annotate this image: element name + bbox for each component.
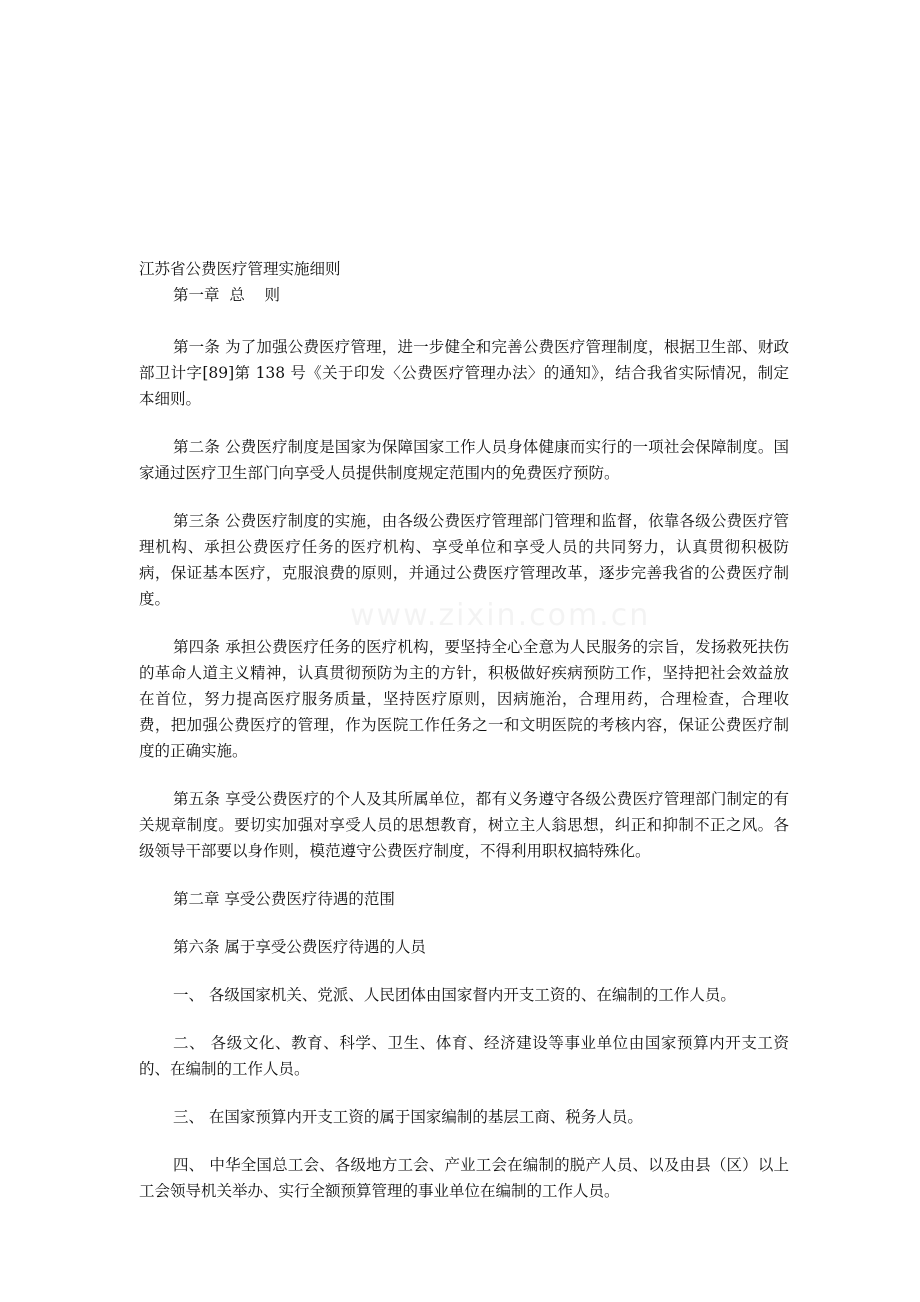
list-item: 三、 在国家预算内开支工资的属于国家编制的基层工商、税务人员。 (173, 1108, 643, 1126)
list-item: 四、 中华全国总工会、各级地方工会、产业工会在编制的脱产人员、以及由县（区）以上工会领导机关举办、实行全额预算管理的事业单位在编制的工作人员。 (139, 1156, 789, 1200)
chapter-2-heading: 第二章 享受公费医疗待遇的范围 (173, 890, 395, 908)
list-item: 一、 各级国家机关、党派、人民团体由国家督内开支工资的、在编制的工作人员。 (173, 986, 736, 1004)
document-page (139, 256, 789, 1204)
article-4: 第四条 承担公费医疗任务的医疗机构，要坚持全心全意为人民服务的宗旨，发扬救死扶伤的革命人道主义精神，认真贯彻预防为主的方针，积极做好疾病预防工作，坚持把社会效益放在首位，努力提高医疗服务质量，坚持医疗原则，因病施治，合理用药，合理检查，合理收费，把加强公费医疗的管理，作为医院工作任务之一和文明医院的考核内容，保证公费医疗制度的正确实施。 (139, 638, 789, 760)
article-6: 第六条 属于享受公费医疗待遇的人员 (173, 938, 426, 956)
article-5: 第五条 享受公费医疗的个人及其所属单位，都有义务遵守各级公费医疗管理部门制定的有关规章制度。要切实加强对享受人员的思想教育，树立主人翁思想，纠正和抑制不正之风。各级领导干部要以身作则，模范遵守公费医疗制度，不得利用职权搞特殊化。 (139, 790, 789, 860)
article-3: 第三条 公费医疗制度的实施，由各级公费医疗管理部门管理和监督，依靠各级公费医疗管理机构、承担公费医疗任务的医疗机构、享受单位和享受人员的共同努力，认真贯彻积极防病，保证基本医疗，克服浪费的原则，并通过公费医疗管理改革，逐步完善我省的公费医疗制度。 (139, 512, 789, 608)
chapter-1-heading: 第一章 总 则 (173, 286, 281, 304)
document-title: 江苏省公费医疗管理实施细则 (139, 260, 341, 278)
list-item: 二、 各级文化、教育、科学、卫生、体育、经济建设等事业单位由国家预算内开支工资的、在编制的工作人员。 (139, 1034, 789, 1078)
article-2: 第二条 公费医疗制度是国家为保障国家工作人员身体健康而实行的一项社会保障制度。国家通过医疗卫生部门向享受人员提供制度规定范围内的免费医疗预防。 (139, 438, 789, 482)
article-1: 第一条 为了加强公费医疗管理，进一步健全和完善公费医疗管理制度，根据卫生部、财政部卫计字[89]第 138 号《关于印发〈公费医疗管理办法〉的通知》，结合我省实际情况，制定本细则。 (139, 338, 789, 408)
